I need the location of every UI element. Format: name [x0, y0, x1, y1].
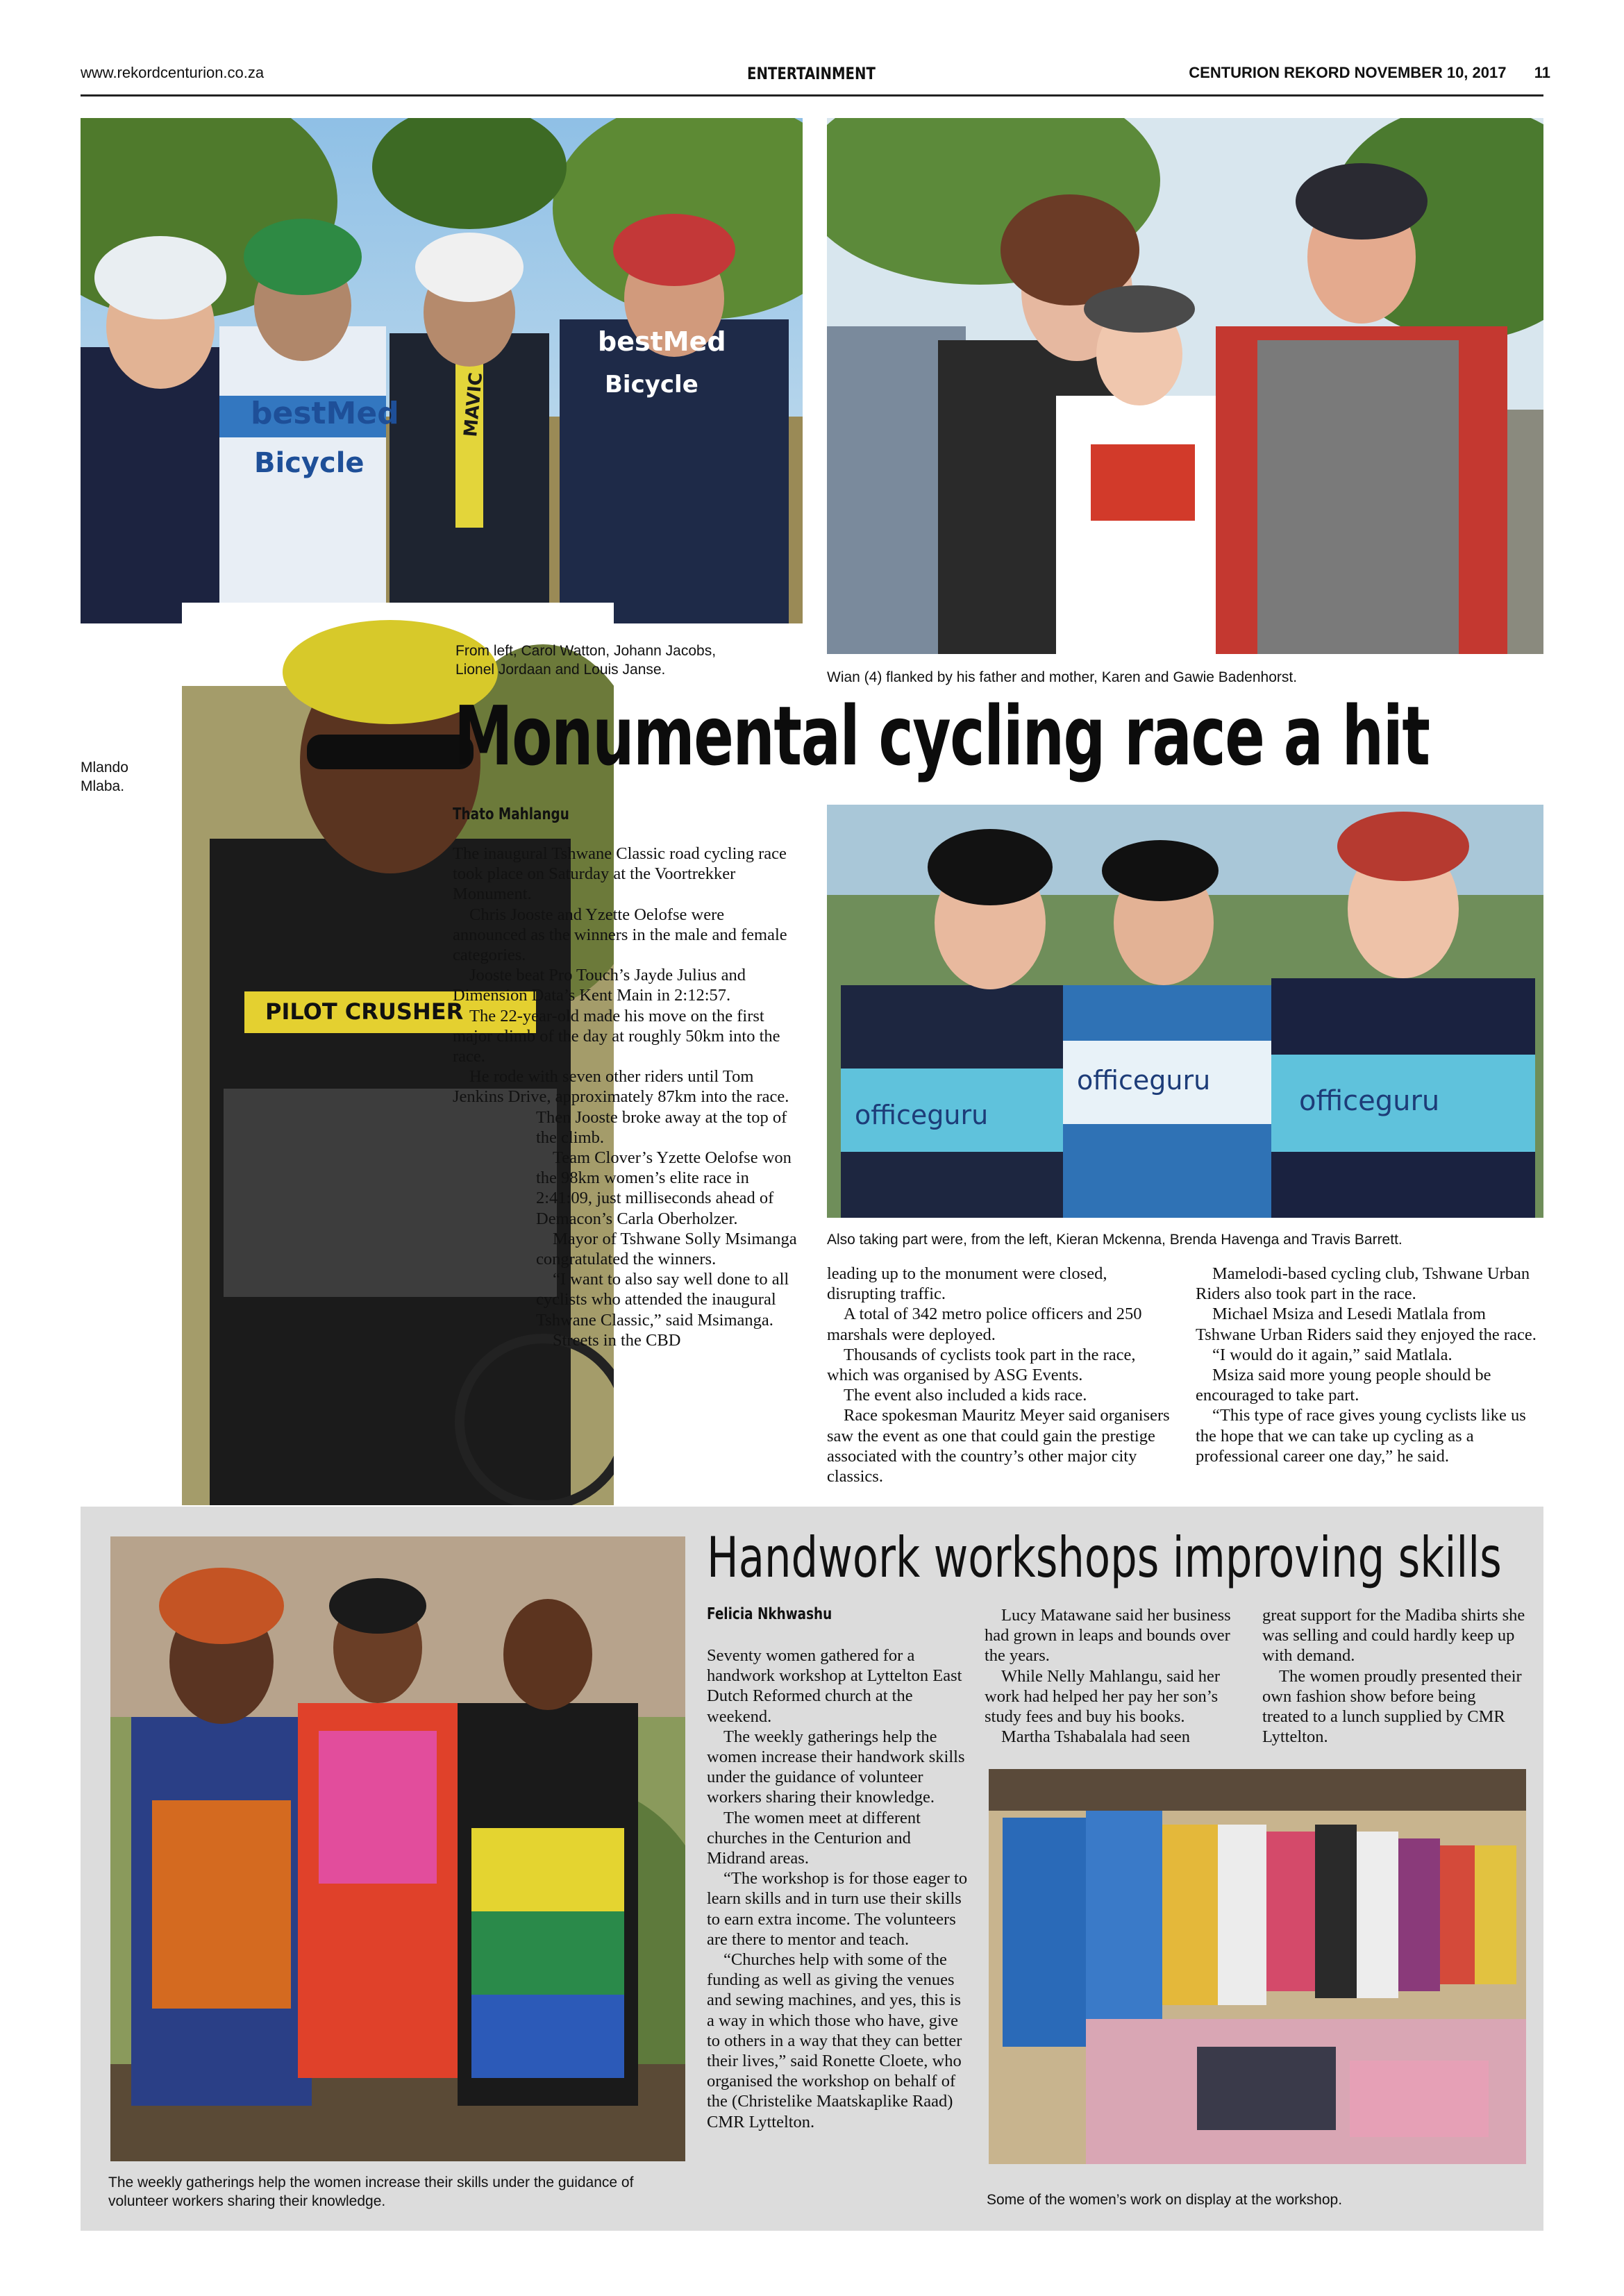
article2-column1: [707, 1645, 971, 2132]
article2-col2-p2: While Nelly Mahlangu, said her work had helped her pay her son’s study fees and buy his books.: [985, 1666, 1221, 1727]
caption-family: Wian (4) flanked by his father and mother, Karen and Gawie Badenhorst.: [827, 669, 1298, 685]
article1-col1-p6: Team Clover’s Yzette Oelofse won the 98km women’s elite race in 2:41:09, just milliseconds ahead of Demacon’s Carla Oberholzer.: [536, 1148, 792, 1228]
jersey-label-bicycle-2: Bicycle: [605, 371, 698, 399]
article1-column1: [453, 844, 801, 1493]
article2-col3-p1: great support for the Madiba shirts she was selling and could hardly keep up with demand.: [1262, 1606, 1525, 1666]
site-url[interactable]: www.rekordcenturion.co.za: [81, 64, 265, 81]
jersey-label-bestmed: bestMed: [251, 396, 399, 431]
article1-col3-p2: Michael Msiza and Lesedi Matlala from Tshwane Urban Riders said they enjoyed the race.: [1196, 1305, 1537, 1344]
caption-three-riders: Also taking part were, from the left, Kieran Mckenna, Brenda Havenga and Travis Barrett.: [827, 1232, 1403, 1248]
page-number: 11: [1534, 64, 1550, 81]
jersey-label-officeguru-1: officeguru: [855, 1100, 989, 1130]
article1-col1-p9: Streets in the CBD: [553, 1330, 681, 1350]
jersey-label-bicycle: Bicycle: [254, 447, 365, 479]
article2-col1-p4: “The workshop is for those eager to learn skills and in turn use their skills to earn extra income. The volunteers are there to mentor and teach.: [707, 1869, 968, 1949]
section-title: ENTERTAINMENT: [747, 64, 876, 83]
article1-col2-p2: A total of 342 metro police officers and 250 marshals were deployed.: [827, 1305, 1142, 1344]
caption-three-women: The weekly gatherings help the women increase their skills under the guidance of volunteer workers sharing their knowledge.: [108, 2175, 634, 2209]
article2-column2: [985, 1605, 1246, 1747]
article1-col2-p3: Thousands of cyclists took part in the race, which was organised by ASG Events.: [827, 1345, 1136, 1385]
jersey-label-mavic: MAVIC: [460, 371, 487, 438]
jersey-label-pilot: PILOT CRUSHER: [265, 998, 464, 1025]
article1-column3: [1196, 1264, 1543, 1466]
jersey-label-bestmed-2: bestMed: [598, 326, 726, 357]
article1-col1-p5: He rode with seven other riders until Tom Jenkins Drive, approximately 87km into the race. Then Jooste broke away at the top of the climb.: [453, 1067, 789, 1147]
article1-col1-p4: The 22-year-old made his move on the first major climb of the day at roughly 50km into the race.: [453, 1006, 780, 1066]
article1-col1-p3: Jooste beat Pro Touch’s Jayde Julius and Dimension Data’s Kent Main in 2:12:57.: [453, 966, 746, 1005]
article2-col1-p1: Seventy women gathered for a handwork workshop at Lyttelton East Dutch Reformed church at the weekend.: [707, 1646, 962, 1726]
article1-col3-p3: “I would do it again,” said Matlala.: [1212, 1345, 1453, 1364]
article2-byline: Felicia Nkhwashu: [707, 1605, 832, 1623]
article1-col3-p4: Msiza said more young people should be encouraged to take part.: [1196, 1366, 1491, 1405]
photo-four-cyclists: [81, 118, 803, 623]
article1-col1-p8: “I want to also say well done to all cyclists who attended the inaugural Tshwane Classic,” said Msimanga.: [536, 1270, 789, 1330]
article1-col2-p4: The event also included a kids race.: [844, 1386, 1087, 1405]
article1-col3-p5: “This type of race gives young cyclists like us the hope that we can take up cycling as a professional career one day,” he said.: [1196, 1406, 1526, 1466]
caption-four-cyclists: From left, Carol Watton, Johann Jacobs, Lionel Jordaan and Louis Janse.: [455, 643, 717, 678]
article2-col3-p2: The women proudly presented their own fashion show before being treated to a lunch supplied by CMR Lyttelton.: [1262, 1666, 1522, 1747]
article1-col1-p1: The inaugural Tshwane Classic road cycling race took place on Saturday at the Voortrekker Monument.: [453, 844, 787, 904]
jersey-label-officeguru-2: officeguru: [1077, 1065, 1211, 1096]
article2-column3: [1262, 1605, 1526, 1747]
photo-three-women: [110, 1536, 685, 2161]
jersey-label-officeguru-3: officeguru: [1299, 1085, 1440, 1117]
article2-col2-p1: Lucy Matawane said her business had grown in leaps and bounds over the years.: [985, 1606, 1231, 1666]
article1-col1-p7: Mayor of Tshwane Solly Msimanga congratulated the winners.: [536, 1229, 797, 1269]
header-rule: [81, 94, 1543, 97]
issue-date: CENTURION REKORD NOVEMBER 10, 2017: [1189, 64, 1507, 81]
article2-col2-p3: Martha Tshabalala had seen: [1001, 1727, 1190, 1747]
photo-garments: [989, 1769, 1526, 2164]
article1-byline: Thato Mahlangu: [453, 805, 569, 823]
issue-line: [1189, 64, 1550, 82]
article2-col1-p2: The weekly gatherings help the women increase their handwork skills under the guidance of volunteer workers sharing their knowledge.: [707, 1727, 965, 1807]
photo-family: [827, 118, 1543, 654]
photo-three-riders: [827, 805, 1543, 1218]
article1-headline: Monumental cycling race a hit: [454, 688, 1430, 784]
article2-col1-p5: “Churches help with some of the funding as well as giving the venues and sewing machines, and yes, this is a way in which those who have, give to others in a way that they can better their lives,” said Ronette Cloete, who organised the workshop on behalf of the (Christelike Maatskaplike Raad) CMR Lyttelton.: [707, 1950, 962, 2131]
article2-col1-p3: The women meet at different churches in the Centurion and Midrand areas.: [707, 1808, 921, 1868]
text-wrap-spacer: [453, 1121, 536, 1455]
article1-col2-p5: Race spokesman Mauritz Meyer said organisers saw the event as one that could gain the prestige associated with the country’s other major city classics.: [827, 1406, 1170, 1486]
article1-column2: [827, 1264, 1174, 1486]
caption-mlando: Mlando Mlaba.: [81, 760, 128, 794]
article1-col2-p1: leading up to the monument were closed, disrupting traffic.: [827, 1264, 1107, 1304]
caption-garments: Some of the women’s work on display at the workshop.: [987, 2192, 1343, 2208]
article1-col1-p2: Chris Jooste and Yzette Oelofse were announced as the winners in the male and female categories.: [453, 905, 787, 965]
article1-col3-p1: Mamelodi-based cycling club, Tshwane Urban Riders also took part in the race.: [1196, 1264, 1530, 1304]
article2-headline: Handwork workshops improving skills: [707, 1525, 1502, 1590]
